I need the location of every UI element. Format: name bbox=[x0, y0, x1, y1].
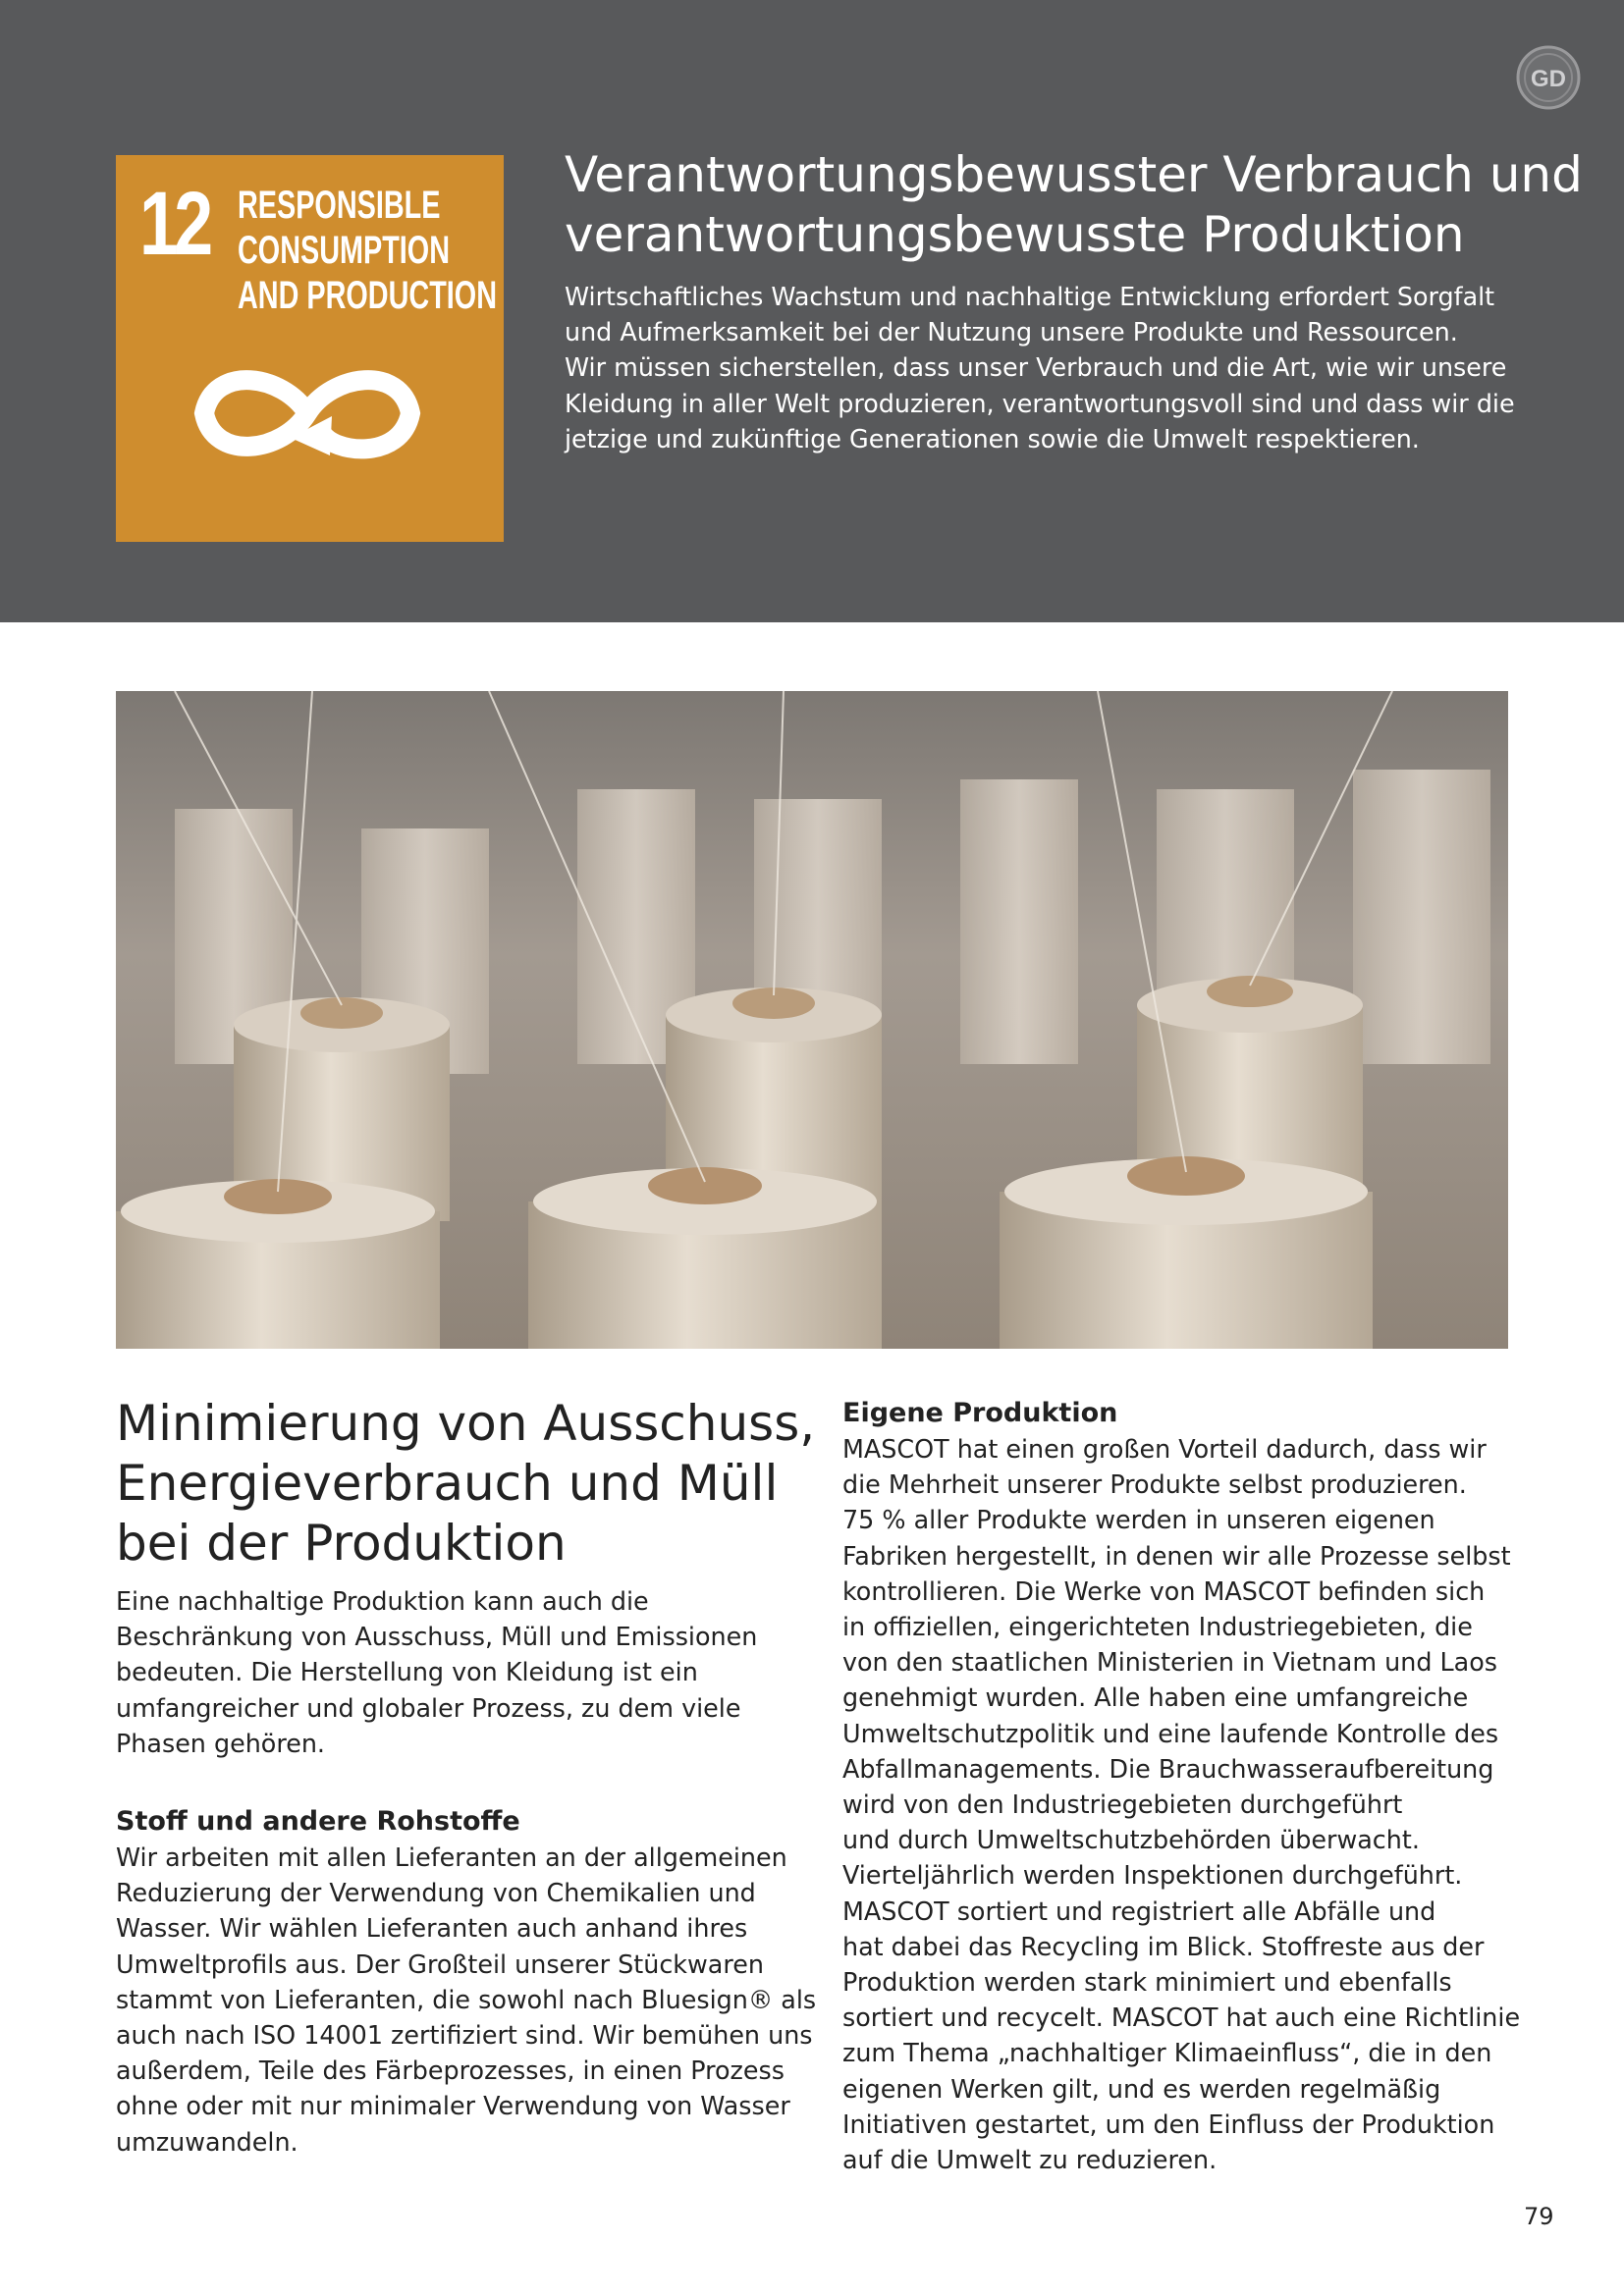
header-banner bbox=[0, 0, 1624, 622]
sdg-title: RESPONSIBLE CONSUMPTION AND PRODUCTION bbox=[238, 184, 498, 317]
svg-text:GD: GD bbox=[1531, 66, 1566, 92]
subheading-own-production: Eigene Produktion bbox=[842, 1398, 1118, 1428]
right-column bbox=[842, 1396, 1549, 2177]
page-title: Verantwortungsbewusster Verbrauch und verantwortungsbewusste Produktion bbox=[565, 146, 1583, 263]
sdg-number: 12 bbox=[139, 174, 209, 274]
page-number: 79 bbox=[1524, 2203, 1554, 2230]
subheading-materials: Stoff und andere Rohstoffe bbox=[116, 1806, 520, 1838]
own-production-paragraph: MASCOT hat einen großen Vorteil dadurch, dass wir die Mehrheit unserer Produkte selbst produzieren. 75 % aller Produkte werden in unseren eigenen Fabriken hergestellt, in denen wir alle Prozesse selbst kontrollieren. Die Werke von MASCOT befinden sich in offiziellen, eingerichteten Industriegebieten, die von den staatlichen Ministerien in Vietnam und Laos genehmigt wurden. Alle haben eine umfangreiche Umweltschutzpolitik und eine laufende Kontrolle des Abfallmanagements. Die Brauchwasseraufbereitung wird von den Industriegebieten durchgeführt und durch Umweltschutzbehörden überwacht. Vierteljährlich werden Inspektionen durchgeführt. MASCOT sortiert und registriert alle Abfälle und hat dabei das Recycling im Blick. Stoffreste aus der Produktion werden stark minimiert und ebenfalls sortiert und recycelt. MASCOT hat auch eine Richtlinie zum Thema „nachhaltiger Klimaeinfluss“, die in den eigenen Werken gilt, und es werden regelmäßig Initiativen gestartet, um den Einfluss der Produktion auf die Umwelt zu reduzieren. bbox=[842, 1434, 1521, 2175]
section-title: Minimierung von Ausschuss, Energieverbrauch und Müll bei der Produktion bbox=[116, 1395, 816, 1572]
left-column bbox=[116, 1394, 817, 2160]
yarn-spools-illustration bbox=[116, 691, 1508, 1349]
intro-paragraph: Eine nachhaltige Produktion kann auch die Beschränkung von Ausschuss, Müll und Emissionen bedeuten. Die Herstellung von Kleidung ist ein umfangreicher und globaler Prozess, zu dem viele Phasen gehören. bbox=[116, 1586, 758, 1758]
sdg-goal-badge bbox=[116, 155, 504, 542]
materials-paragraph: Wir arbeiten mit allen Lieferanten an der allgemeinen Reduzierung der Verwendung von Chemikalien und Wasser. Wir wählen Lieferanten auch anhand ihres Umweltprofils aus. Der Großteil unserer Stückwaren stammt von Lieferanten, die sowohl nach Bluesign® als auch nach ISO 14001 zertifiziert sind. Wir bemühen uns außerdem, Teile des Färbeprozesses, in einen Prozess ohne oder mit nur minimaler Verwendung von Wasser umzuwandeln. bbox=[116, 1842, 817, 2157]
header-intro-text: Wirtschaftliches Wachstum und nachhaltige Entwicklung erfordert Sorgfalt und Aufmerksamkeit bei der Nutzung unsere Produkte und Ressourcen. Wir müssen sicherstellen, dass unser Verbrauch und die Art, wie wir unsere Kleidung in aller Welt produzieren, verantwortungsvoll sind und dass wir die jetzige und zukünftige Generationen sowie die Umwelt respektieren. bbox=[565, 282, 1515, 454]
infinity-loop-arrow-icon bbox=[175, 340, 440, 487]
yarn-spools-photo bbox=[116, 691, 1508, 1349]
brand-logo-icon bbox=[1514, 43, 1583, 112]
